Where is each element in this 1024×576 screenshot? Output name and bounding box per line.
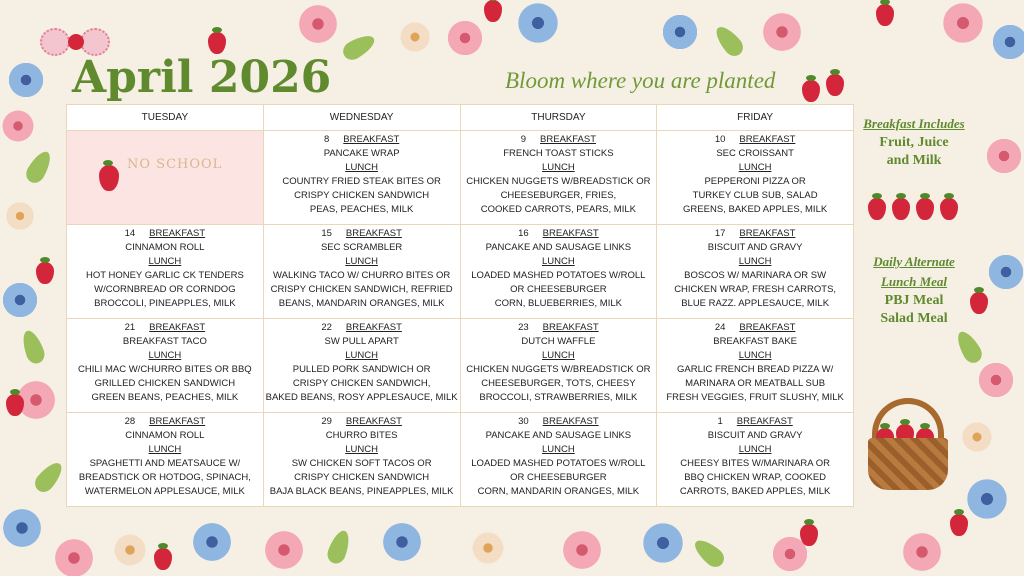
breakfast-label: BREAKFAST <box>739 134 796 145</box>
breakfast-item: SW PULL APART <box>324 336 399 347</box>
day-header <box>67 321 263 335</box>
day-header <box>461 321 657 335</box>
lunch-line: COUNTRY FRIED STEAK BITES OR <box>282 176 441 187</box>
lunch-line: BAKED BEANS, ROSY APPLESAUCE, MILK <box>265 392 458 403</box>
day-number: 22 <box>321 322 332 333</box>
lunch-line: BOSCOS W/ MARINARA OR SW <box>684 270 827 281</box>
breakfast-item: DUTCH WAFFLE <box>521 336 596 347</box>
lunch-label: LUNCH <box>738 444 772 455</box>
daily-alternate-heading: Lunch Meal <box>880 274 948 289</box>
strawberry-icon <box>892 198 910 220</box>
strawberry-icon <box>876 4 894 26</box>
page-title: April 2026 <box>72 52 332 103</box>
flower-icon <box>984 136 1024 176</box>
leaf-icon <box>690 535 728 571</box>
week-row <box>67 413 854 507</box>
lunch-label: LUNCH <box>542 256 575 267</box>
day-number: 14 <box>124 228 136 239</box>
tagline: Bloom where you are planted <box>505 68 776 93</box>
flower-icon <box>0 506 44 550</box>
lunch-label: LUNCH <box>148 350 182 361</box>
column-header-tuesday: TUESDAY <box>67 105 264 131</box>
day-number: 29 <box>321 416 332 427</box>
lunch-line: SW CHICKEN SOFT TACOS OR <box>291 458 432 469</box>
lunch-line: CORN, BLUEBERRIES, MILK <box>494 298 622 309</box>
flower-icon <box>262 528 306 572</box>
strawberry-basket-icon <box>862 398 954 494</box>
strawberry-icon <box>826 74 844 96</box>
leaf-icon <box>19 328 48 366</box>
breakfast-item: BREAKFAST BAKE <box>713 336 798 347</box>
breakfast-label: BREAKFAST <box>542 228 599 239</box>
lunch-line: CHEESEBURGER, FRIES, <box>500 190 617 201</box>
breakfast-label: BREAKFAST <box>149 416 206 427</box>
lunch-line: MARINARA OR MEATBALL SUB <box>685 378 826 389</box>
leaf-icon <box>325 528 354 566</box>
flower-icon <box>190 520 234 564</box>
breakfast-includes-line: and Milk <box>886 153 942 168</box>
flower-icon <box>398 20 432 54</box>
lunch-line: BAJA BLACK BEANS, PINEAPPLES, MILK <box>269 486 454 497</box>
lunch-label: LUNCH <box>542 162 575 173</box>
lunch-line: CRISPY CHICKEN SANDWICH, REFRIED <box>270 284 453 295</box>
lunch-label: LUNCH <box>345 162 378 173</box>
leaf-icon <box>340 31 378 64</box>
day-header <box>461 133 657 147</box>
breakfast-label: BREAKFAST <box>739 322 796 333</box>
day-header <box>657 227 853 241</box>
lunch-line: LOADED MASHED POTATOES W/ROLL <box>471 458 646 469</box>
breakfast-item: SEC CROISSANT <box>716 148 794 159</box>
flower-icon <box>515 0 561 46</box>
lunch-line: CHEESY BITES W/MARINARA OR <box>680 458 830 469</box>
flower-icon <box>900 530 944 574</box>
strawberry-icon <box>868 198 886 220</box>
day-cell <box>67 319 264 413</box>
breakfast-label: BREAKFAST <box>540 134 596 145</box>
lunch-label: LUNCH <box>542 444 575 455</box>
leaf-icon <box>953 328 986 366</box>
day-header <box>264 227 460 241</box>
day-number: 30 <box>518 416 529 427</box>
flower-icon <box>660 12 700 52</box>
day-cell <box>460 319 657 413</box>
flower-icon <box>640 520 686 566</box>
day-cell <box>263 413 460 507</box>
day-cell <box>460 413 657 507</box>
breakfast-item: BISCUIT AND GRAVY <box>707 430 803 441</box>
lunch-line: BBQ CHICKEN WRAP, COOKED <box>684 472 827 483</box>
lunch-line: CHILI MAC W/CHURRO BITES OR BBQ <box>78 364 252 375</box>
strawberry-icon <box>484 0 502 22</box>
week-row <box>67 131 854 225</box>
day-cell <box>67 413 264 507</box>
day-cell <box>657 225 854 319</box>
lunch-line: CRISPY CHICKEN SANDWICH <box>294 190 430 201</box>
strawberry-icon <box>36 262 54 284</box>
breakfast-item: PANCAKE AND SAUSAGE LINKS <box>485 430 632 441</box>
flower-icon <box>990 22 1024 62</box>
lunch-label: LUNCH <box>738 162 772 173</box>
day-number: 8 <box>323 134 330 145</box>
flower-icon <box>470 530 506 566</box>
lunch-line: WALKING TACO W/ CHURRO BITES OR <box>273 270 451 281</box>
flower-icon <box>380 520 424 564</box>
lunch-line: CARROTS, BAKED APPLES, MILK <box>679 486 831 497</box>
flower-icon <box>52 536 96 576</box>
lunch-line: GREEN BEANS, PEACHES, MILK <box>91 392 239 403</box>
breakfast-item: BISCUIT AND GRAVY <box>707 242 803 253</box>
leaf-icon <box>23 148 56 186</box>
flower-icon <box>960 420 994 454</box>
week-row <box>67 225 854 319</box>
lunch-label: LUNCH <box>542 350 575 361</box>
lunch-line: PEPPERONI PIZZA OR <box>704 176 806 187</box>
strawberry-icon <box>208 32 226 54</box>
lunch-line: BREADSTICK OR HOTDOG, SPINACH, <box>78 472 251 483</box>
lunch-line: BROCCOLI, PINEAPPLES, MILK <box>94 298 236 309</box>
lunch-label: LUNCH <box>738 256 772 267</box>
lunch-line: CHICKEN NUGGETS W/BREADSTICK OR <box>466 364 651 375</box>
flower-icon <box>0 280 40 320</box>
day-header <box>657 415 853 429</box>
menu-calendar <box>66 104 854 507</box>
day-cell <box>460 225 657 319</box>
lunch-line: W/CORNBREAD OR CORNDOG <box>94 284 236 295</box>
lunch-line: BLUE RAZZ. APPLESAUCE, MILK <box>681 298 830 309</box>
strawberry-icon <box>950 514 968 536</box>
flower-icon <box>986 252 1024 292</box>
flower-icon <box>760 10 804 54</box>
daily-alternate-heading: Daily Alternate <box>873 254 955 269</box>
day-number: 17 <box>714 228 726 239</box>
breakfast-item: SEC SCRAMBLER <box>320 242 403 253</box>
breakfast-label: BREAKFAST <box>739 228 796 239</box>
week-row <box>67 319 854 413</box>
strawberry-icon <box>800 524 818 546</box>
breakfast-item: CINNAMON ROLL <box>125 430 205 441</box>
breakfast-label: BREAKFAST <box>345 228 402 239</box>
breakfast-label: BREAKFAST <box>343 134 400 145</box>
column-header-friday: FRIDAY <box>657 105 854 131</box>
day-header <box>657 321 853 335</box>
day-header <box>67 415 263 429</box>
lunch-line: PEAS, PEACHES, MILK <box>309 204 414 215</box>
strawberry-icon <box>916 198 934 220</box>
lunch-line: OR CHEESEBURGER <box>510 472 607 483</box>
flower-icon <box>0 108 36 144</box>
breakfast-label: BREAKFAST <box>345 416 402 427</box>
lunch-label: LUNCH <box>738 350 772 361</box>
no-school-label: NO SCHOOL <box>127 157 223 172</box>
lunch-line: BEANS, MANDARIN ORANGES, MILK <box>278 298 445 309</box>
day-cell <box>657 131 854 225</box>
lunch-line: TURKEY CLUB SUB, SALAD <box>692 190 818 201</box>
day-number: 16 <box>518 228 529 239</box>
day-cell <box>460 131 657 225</box>
day-header <box>264 321 460 335</box>
strawberry-icon <box>970 292 988 314</box>
breakfast-item: PANCAKE AND SAUSAGE LINKS <box>485 242 632 253</box>
breakfast-label: BREAKFAST <box>345 322 402 333</box>
day-header <box>264 133 460 147</box>
day-cell <box>263 319 460 413</box>
weekday-header-row <box>67 105 854 131</box>
alternate-meal: Salad Meal <box>880 311 948 326</box>
lunch-line: HOT HONEY GARLIC CK TENDERS <box>85 270 244 281</box>
lunch-label: LUNCH <box>148 256 182 267</box>
breakfast-item: CINNAMON ROLL <box>125 242 205 253</box>
day-header <box>67 227 263 241</box>
day-cell <box>263 225 460 319</box>
lunch-line: CHICKEN WRAP, FRESH CARROTS, <box>674 284 837 295</box>
lunch-label: LUNCH <box>148 444 182 455</box>
day-number: 1 <box>717 416 723 427</box>
breakfast-includes-panel <box>856 114 972 170</box>
breakfast-item: BREAKFAST TACO <box>122 336 207 347</box>
strawberry-icon <box>802 80 820 102</box>
flower-icon <box>560 528 604 572</box>
column-header-thursday: THURSDAY <box>460 105 657 131</box>
flower-icon <box>6 60 46 100</box>
breakfast-item: PANCAKE WRAP <box>323 148 400 159</box>
breakfast-item: CHURRO BITES <box>325 430 398 441</box>
strawberry-icon <box>99 165 119 191</box>
lunch-line: COOKED CARROTS, PEARS, MILK <box>480 204 636 215</box>
alternate-meal: PBJ Meal <box>884 293 944 308</box>
day-cell <box>657 319 854 413</box>
lunch-line: FRESH VEGGIES, FRUIT SLUSHY, MILK <box>666 392 844 403</box>
flower-icon <box>4 200 36 232</box>
day-number: 23 <box>518 322 529 333</box>
lunch-line: WATERMELON APPLESAUCE, MILK <box>84 486 245 497</box>
day-number: 21 <box>124 322 136 333</box>
lunch-line: BROCCOLI, STRAWBERRIES, MILK <box>479 392 638 403</box>
flower-icon <box>940 0 986 46</box>
lunch-label: LUNCH <box>345 444 378 455</box>
column-header-wednesday: WEDNESDAY <box>263 105 460 131</box>
day-header <box>461 415 657 429</box>
strawberries-row <box>866 196 966 224</box>
lunch-line: CORN, MANDARIN ORANGES, MILK <box>477 486 640 497</box>
flower-icon <box>112 532 148 568</box>
day-number: 10 <box>714 134 726 145</box>
breakfast-label: BREAKFAST <box>149 228 206 239</box>
breakfast-includes-line: Fruit, Juice <box>879 135 949 150</box>
breakfast-label: BREAKFAST <box>736 416 793 427</box>
lunch-line: CRISPY CHICKEN SANDWICH <box>294 472 430 483</box>
breakfast-label: BREAKFAST <box>149 322 206 333</box>
strawberry-icon <box>940 198 958 220</box>
day-header <box>657 133 853 147</box>
lunch-line: CHICKEN NUGGETS W/BREADSTICK OR <box>466 176 651 187</box>
breakfast-label: BREAKFAST <box>542 416 599 427</box>
strawberry-icon <box>154 548 172 570</box>
breakfast-includes-heading: Breakfast Includes <box>863 116 965 131</box>
day-number: 24 <box>714 322 726 333</box>
day-header <box>461 227 657 241</box>
calendar-body <box>67 131 854 507</box>
lunch-line: GREENS, BAKED APPLES, MILK <box>683 204 828 215</box>
day-cell <box>67 225 264 319</box>
lunch-line: GARLIC FRENCH BREAD PIZZA W/ <box>677 364 834 375</box>
day-cell <box>657 413 854 507</box>
day-number: 15 <box>321 228 332 239</box>
day-number: 28 <box>124 416 136 427</box>
flower-icon <box>964 476 1010 522</box>
breakfast-label: BREAKFAST <box>542 322 599 333</box>
daily-alternate-panel <box>856 252 972 328</box>
day-header <box>264 415 460 429</box>
flower-icon <box>445 18 485 58</box>
lunch-line: PULLED PORK SANDWICH OR <box>292 364 431 375</box>
leaf-icon <box>31 458 67 496</box>
flower-icon <box>976 360 1016 400</box>
day-number: 9 <box>520 134 527 145</box>
lunch-line: OR CHEESEBURGER <box>510 284 607 295</box>
lunch-line: LOADED MASHED POTATOES W/ROLL <box>471 270 646 281</box>
lunch-line: CHEESEBURGER, TOTS, CHEESY <box>481 378 636 389</box>
lunch-label: LUNCH <box>345 350 378 361</box>
lunch-label: LUNCH <box>345 256 378 267</box>
breakfast-item: FRENCH TOAST STICKS <box>503 148 614 159</box>
lunch-line: CRISPY CHICKEN SANDWICH, <box>292 378 431 389</box>
lunch-line: SPAGHETTI AND MEATSAUCE W/ <box>89 458 241 469</box>
lunch-line: GRILLED CHICKEN SANDWICH <box>94 378 236 389</box>
no-school-cell <box>67 131 264 225</box>
day-cell <box>263 131 460 225</box>
leaf-icon <box>711 22 747 60</box>
flower-icon <box>296 2 340 46</box>
